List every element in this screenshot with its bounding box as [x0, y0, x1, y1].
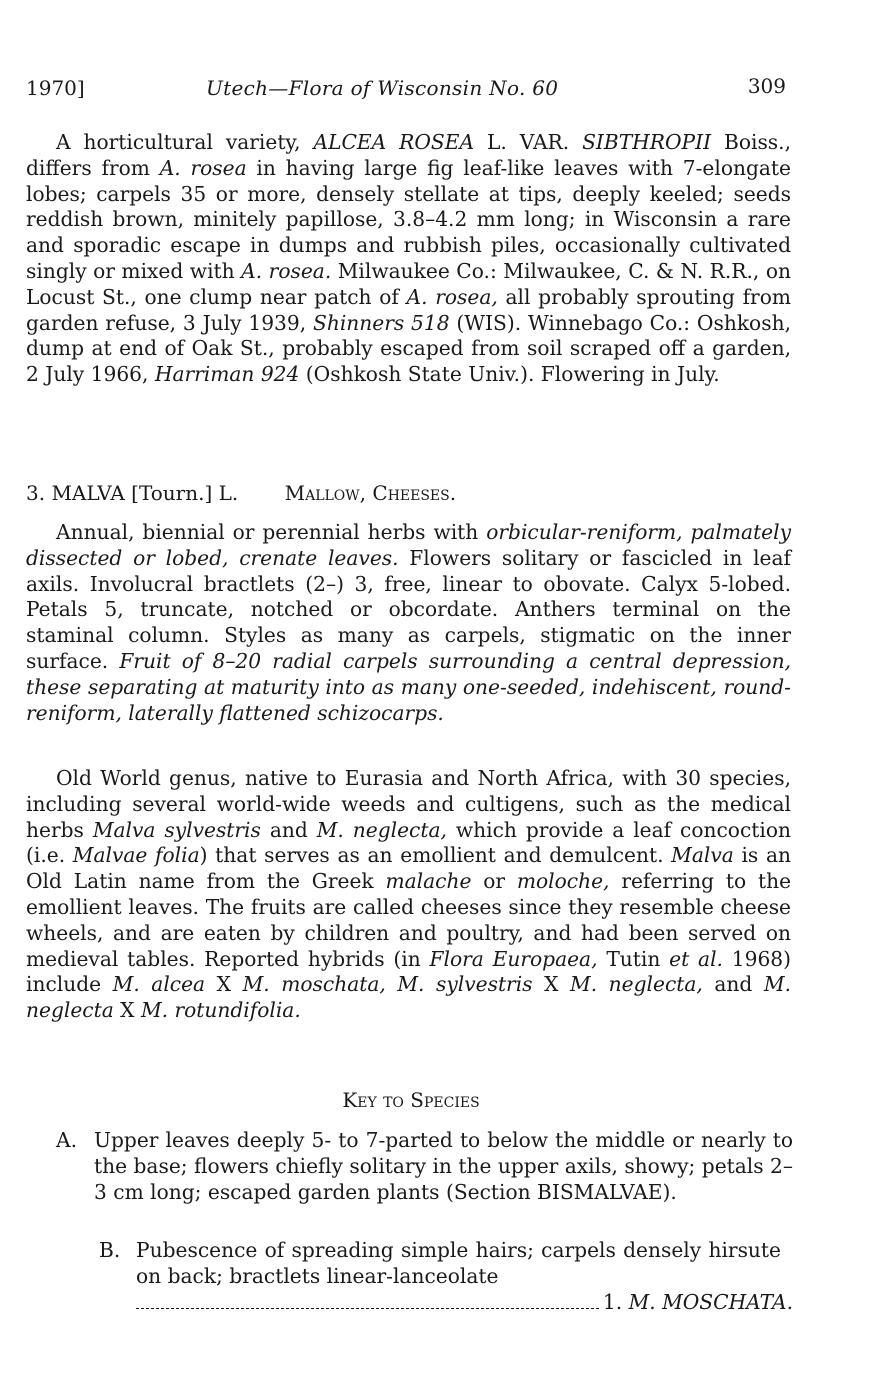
page-number: 309	[747, 74, 786, 98]
variety-paragraph: A horticultural variety, ALCEA ROSEA L. VAR. SIBTHROPII Boiss., differs from A. rosea in having large fig leaf-like leaves with 7-elongate lobes; carpels 35 or more, densely stellate at tips, deeply keeled; seeds reddish brown, minitely papillose, 3.8–4.2 mm long; in Wisconsin a rare and sporadic escape in dumps and rubbish piles, occasionally cultivated singly or mixed with A. rosea. Milwaukee Co.: Milwaukee, C. & N. R.R., on Locust St., one clump near patch of A. rosea, all probably sprouting from garden refuse, 3 July 1939, Shinners 518 (WIS). Winnebago Co.: Oshkosh, dump at end of Oak St., probably escaped from soil scraped off a garden, 2 July 1966, Harriman 924 (Oshkosh State Univ.). Flowering in July.	[26, 130, 792, 387]
key-a-label: A.	[56, 1128, 77, 1152]
key-a-text: Upper leaves deeply 5- to 7-parted to below the middle or nearly to the base; flowers chiefly solitary in the upper axils, showy; petals 2–3 cm long; escaped garden plants (Section BISMALVAE).	[94, 1128, 793, 1204]
dot-leader	[136, 1308, 599, 1309]
volume-year: 1970]	[26, 76, 85, 100]
genus-description-paragraph: Annual, biennial or perennial herbs with orbicular-reniform, palmately dissected or lobed, crenate leaves. Flowers solitary or fascicled in leaf axils. Involucral bractlets (2–) 3, free, linear to obovate. Calyx 5-lobed. Petals 5, truncate, notched or obcordate. Anthers terminal on the staminal column. Styles as many as carpels, stigmatic on the inner surface. Fruit of 8–20 radial carpels surrounding a central depression, these separating at maturity into as many one-seeded, indehiscent, round-reniform, laterally flattened schizocarps.	[26, 520, 792, 725]
genus-heading	[26, 481, 791, 507]
key-b-text-line	[136, 1238, 793, 1290]
key-b-label: B.	[99, 1238, 121, 1262]
key-b-result-line	[136, 1290, 793, 1316]
running-title: Utech—Flora of Wisconsin No. 60	[206, 76, 559, 100]
genus-notes-paragraph: Old World genus, native to Eurasia and North Africa, with 30 species, including several world-wide weeds and cultigens, such as the medical herbs Malva sylvestris and M. neglecta, which provide a leaf concoction (i.e. Malvae folia) that serves as an emollient and demulcent. Malva is an Old Latin name from the Greek malache or moloche, referring to the emollient leaves. The fruits are called cheeses since they resemble cheese wheels, and are eaten by children and poultry, and had been served on medieval tables. Reported hybrids (in Flora Europaea, Tutin et al. 1968) include M. alcea X M. moschata, M. sylvestris X M. neglecta, and M. neglecta X M. rotundifolia.	[26, 766, 792, 1023]
genus-name: 3. MALVA [Tourn.] L.	[26, 481, 239, 505]
genus-common-names: Mallow, Cheeses.	[284, 481, 457, 505]
key-b-text: Pubescence of spreading simple hairs; carpels densely hirsute on back; bractlets linear-lanceolate	[136, 1238, 781, 1288]
key-couplet-a	[56, 1128, 793, 1205]
running-head	[26, 76, 796, 106]
key-b-result-species: M. MOSCHATA.	[628, 1289, 793, 1314]
key-b-result-number: 1.	[602, 1289, 623, 1314]
key-couplet-b	[99, 1238, 793, 1315]
key-heading: Key to Species	[342, 1088, 480, 1112]
